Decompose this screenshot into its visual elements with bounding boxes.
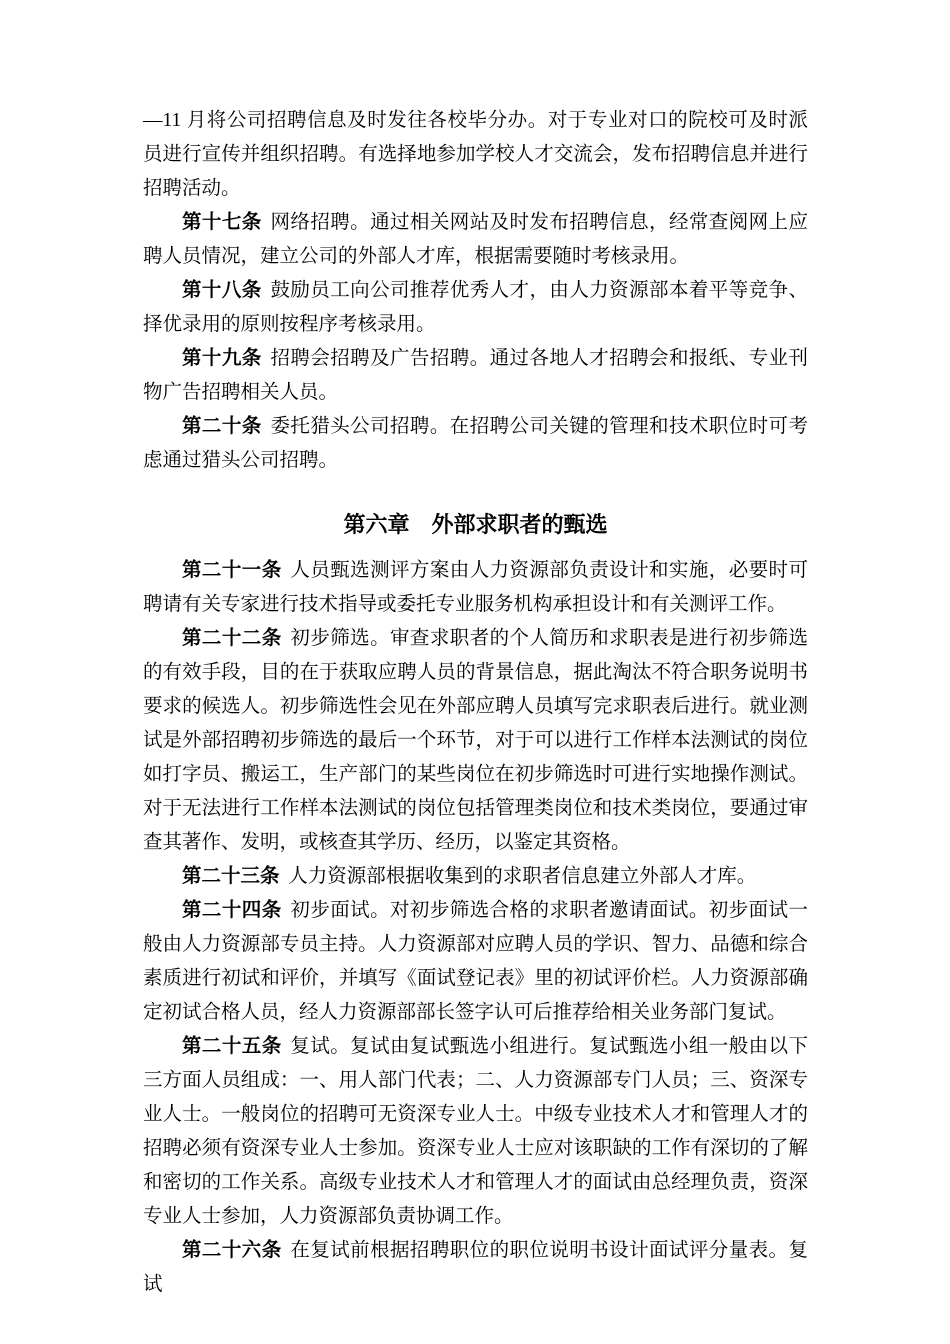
article-26 [143, 1234, 808, 1302]
article-18 [143, 274, 808, 342]
article-22-term: 第二十二条 [182, 628, 282, 649]
article-23 [143, 860, 808, 894]
article-26-term: 第二十六条 [182, 1240, 282, 1261]
article-25 [143, 1030, 808, 1234]
continuation-paragraph-text: —11 月将公司招聘信息及时发往各校毕分办。对于专业对口的院校可及时派员进行宣传并组织招聘。有选择地参加学校人才交流会，发布招聘信息并进行招聘活动。 [143, 110, 808, 199]
article-22-text: 初步筛选。审查求职者的个人简历和求职表是进行初步筛选的有效手段，目的在于获取应聘人员的背景信息，据此淘汰不符合职务说明书要求的候选人。初步筛选性会见在外部应聘人员填写完求职表后进行。就业测试是外部招聘初步筛选的最后一个环节，对于可以进行工作样本法测试的岗位如打字员、搬运工，生产部门的某些岗位在初步筛选时可进行实地操作测试。对于无法进行工作样本法测试的岗位包括管理类岗位和技术类岗位，要通过审查其著作、发明，或核查其学历、经历，以鉴定其资格。 [143, 628, 808, 853]
article-17 [143, 206, 808, 274]
continuation-paragraph [143, 104, 808, 206]
article-23-text: 人力资源部根据收集到的求职者信息建立外部人才库。 [288, 866, 757, 887]
article-19-term: 第十九条 [182, 348, 262, 369]
article-26-text: 在复试前根据招聘职位的职位说明书设计面试评分量表。复试 [143, 1240, 808, 1295]
article-21 [143, 554, 808, 622]
article-24-term: 第二十四条 [182, 900, 282, 921]
article-17-term: 第十七条 [182, 212, 262, 233]
article-25-text: 复试。复试由复试甄选小组进行。复试甄选小组一般由以下三方面人员组成：一、用人部门代表；二、人力资源部专门人员；三、资深专业人士。一般岗位的招聘可无资深专业人士。中级专业技术人才和管理人才的招聘必须有资深专业人士参加。资深专业人士应对该职缺的工作有深切的了解和密切的工作关系。高级专业技术人才和管理人才的面试由总经理负责，资深专业人士参加，人力资源部负责协调工作。 [143, 1036, 808, 1227]
article-24 [143, 894, 808, 1030]
article-21-term: 第二十一条 [182, 560, 282, 581]
article-17-text: 网络招聘。通过相关网站及时发布招聘信息，经常查阅网上应聘人员情况，建立公司的外部人才库，根据需要随时考核录用。 [143, 212, 808, 267]
article-23-term: 第二十三条 [182, 866, 280, 887]
article-20-term: 第二十条 [182, 416, 262, 437]
article-20-text: 委托猎头公司招聘。在招聘公司关键的管理和技术职位时可考虑通过猎头公司招聘。 [143, 416, 808, 471]
document-body [143, 104, 808, 1302]
article-24-text: 初步面试。对初步筛选合格的求职者邀请面试。初步面试一般由人力资源部专员主持。人力资源部对应聘人员的学识、智力、品德和综合素质进行初试和评价，并填写《面试登记表》里的初试评价栏。人力资源部确定初试合格人员，经人力资源部部长签字认可后推荐给相关业务部门复试。 [143, 900, 808, 1023]
article-19 [143, 342, 808, 410]
article-25-term: 第二十五条 [182, 1036, 282, 1057]
article-19-text: 招聘会招聘及广告招聘。通过各地人才招聘会和报纸、专业刊物广告招聘相关人员。 [143, 348, 808, 403]
article-20 [143, 410, 808, 478]
chapter-heading: 第六章 外部求职者的甄选 [343, 512, 608, 537]
article-18-text: 鼓励员工向公司推荐优秀人才，由人力资源部本着平等竞争、择优录用的原则按程序考核录用。 [143, 280, 808, 335]
article-18-term: 第十八条 [182, 280, 262, 301]
article-21-text: 人员甄选测评方案由人力资源部负责设计和实施，必要时可聘请有关专家进行技术指导或委托专业服务机构承担设计和有关测评工作。 [143, 560, 808, 615]
article-22 [143, 622, 808, 860]
